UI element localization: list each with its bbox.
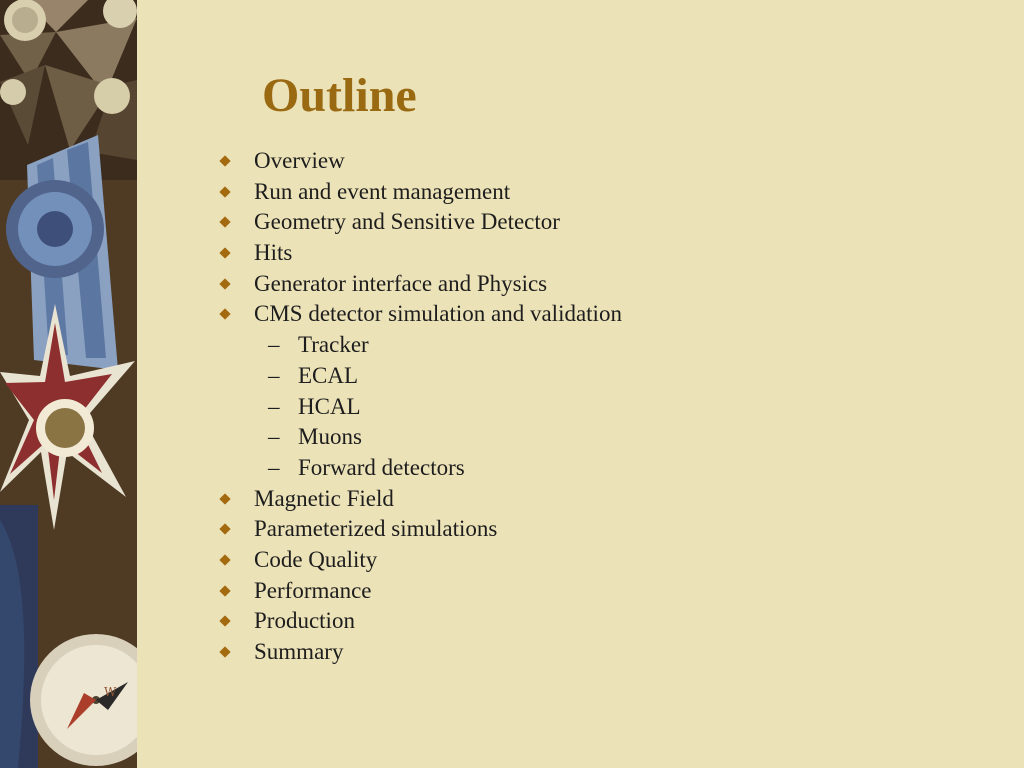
- sub-list-item-muons: [214, 422, 622, 453]
- dash-marker: –: [268, 424, 280, 450]
- list-item-hits: [214, 238, 622, 269]
- list-item-label: Production: [254, 608, 355, 634]
- list-item-run-event-management: [214, 177, 622, 208]
- list-item-label: Hits: [254, 240, 293, 266]
- list-item-label: Code Quality: [254, 546, 378, 572]
- sub-list-item-hcal: [214, 392, 622, 423]
- list-item-overview: [214, 146, 622, 177]
- list-item-geometry-sensitive-detector: [214, 207, 622, 238]
- sub-list-item-label: Forward detectors: [298, 454, 465, 480]
- list-item-magnetic-field: [214, 484, 622, 515]
- diamond-icon: [219, 186, 230, 197]
- medal-collage-image: [0, 0, 137, 768]
- sub-list-item-tracker: [214, 330, 622, 361]
- dash-marker: –: [268, 362, 280, 388]
- diamond-icon: [219, 616, 230, 627]
- diamond-icon: [219, 278, 230, 289]
- list-item-code-quality: [214, 545, 622, 576]
- diamond-icon: [219, 554, 230, 565]
- list-item-label: Magnetic Field: [254, 485, 394, 511]
- dash-marker: –: [268, 454, 280, 480]
- list-item-label: Performance: [254, 577, 372, 603]
- dash-marker: –: [268, 393, 280, 419]
- list-item-label: Parameterized simulations: [254, 516, 498, 542]
- diamond-icon: [219, 493, 230, 504]
- list-item-label: Geometry and Sensitive Detector: [254, 209, 560, 235]
- list-item-label: Overview: [254, 148, 345, 173]
- list-item-performance: [214, 576, 622, 607]
- sub-list-item-ecal: [214, 361, 622, 392]
- sub-list-item-label: ECAL: [298, 362, 359, 388]
- diamond-icon: [219, 155, 230, 166]
- sub-list-item-forward-detectors: [214, 453, 622, 484]
- diamond-icon: [219, 585, 230, 596]
- sub-list-item-label: Tracker: [298, 332, 369, 358]
- decorative-side-image: [0, 0, 137, 768]
- sub-list-item-label: HCAL: [298, 393, 361, 419]
- svg-text:W: W: [104, 685, 117, 699]
- list-item-label: CMS detector simulation and validation: [254, 301, 622, 327]
- slide-title: Outline: [262, 69, 417, 122]
- list-item-label: Run and event management: [254, 178, 511, 204]
- diamond-icon: [219, 247, 230, 258]
- list-item-label: Summary: [254, 639, 344, 664]
- sub-list-item-label: Muons: [298, 424, 362, 450]
- list-item-label: Generator interface and Physics: [254, 270, 548, 296]
- dash-marker: –: [268, 332, 280, 358]
- outline-list: [214, 146, 622, 668]
- list-item-generator-interface-physics: [214, 269, 622, 300]
- list-item-cms-detector-simulation-validation: [214, 299, 622, 330]
- list-item-summary: [214, 637, 622, 668]
- diamond-icon: [219, 309, 230, 320]
- list-item-parameterized-simulations: [214, 514, 622, 545]
- diamond-icon: [219, 646, 230, 657]
- diamond-icon: [219, 524, 230, 535]
- list-item-production: [214, 606, 622, 637]
- diamond-icon: [219, 217, 230, 228]
